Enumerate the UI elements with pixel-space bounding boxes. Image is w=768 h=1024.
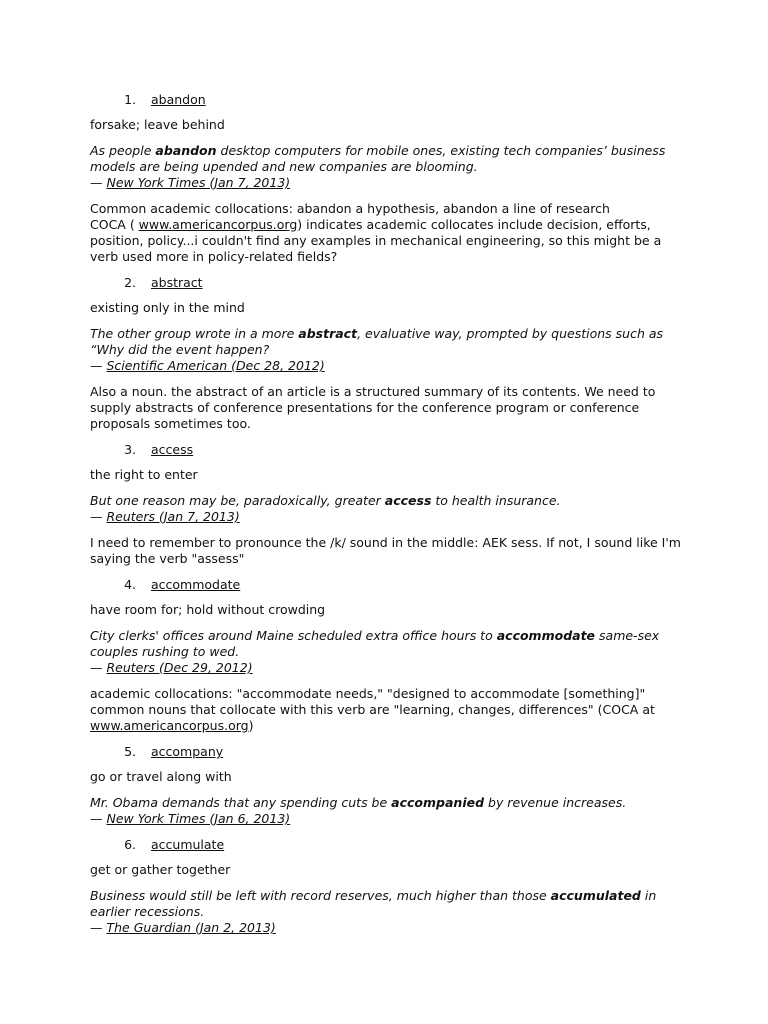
entry-definition: the right to enter (90, 467, 198, 482)
quote-source: — Scientific American (Dec 28, 2012) (90, 358, 325, 373)
vocab-entry (90, 744, 690, 827)
quote-source: — Reuters (Dec 29, 2012) (90, 660, 253, 675)
entry-definition: go or travel along with (90, 769, 232, 784)
vocab-entry (90, 442, 690, 567)
source-link[interactable]: Reuters (Dec 29, 2012) (106, 660, 253, 675)
entry-number: 4. (124, 577, 136, 592)
entry-note: Also a noun. the abstract of an article is a structured summary of its contents. We need to supply abstracts of conference presentations for the conference program or conference proposals sometimes too. (90, 384, 656, 431)
entry-number: 5. (124, 744, 136, 759)
entry-word-link[interactable]: accumulate (151, 837, 225, 852)
entry-heading (90, 92, 690, 108)
corpus-link[interactable]: www.americancorpus.org (138, 217, 298, 232)
entry-number: 1. (124, 92, 136, 107)
quote-source: — The Guardian (Jan 2, 2013) (90, 920, 276, 935)
entry-heading (90, 442, 690, 458)
entry-word-link[interactable]: access (151, 442, 194, 457)
entry-heading (90, 744, 690, 760)
vocab-entry (90, 275, 690, 432)
entry-note: academic collocations: "accommodate needs," "designed to accommodate [something]" common nouns that collocate with this verb are "learning, changes, differences" (COCA at www.americancorpus.org) (90, 686, 655, 733)
quote-source: — New York Times (Jan 7, 2013) (90, 175, 291, 190)
entry-heading (90, 837, 690, 853)
source-link[interactable]: Reuters (Jan 7, 2013) (106, 509, 240, 524)
entry-example-quote: City clerks' offices around Maine scheduled extra office hours to accommodate same-sex couples rushing to wed. — Reuters (Dec 29, 2012) (90, 628, 660, 675)
entry-example-quote: But one reason may be, paradoxically, greater access to health insurance. — Reuters (Jan 7, 2013) (90, 493, 561, 524)
entry-note: Common academic collocations: abandon a hypothesis, abandon a line of research COCA ( www.americancorpus.org) indicates academic collocates include decision, efforts, position, policy...i couldn't find any examples in mechanical engineering, so this might be a verb used more in policy-related fields? (90, 201, 662, 264)
entry-word-link[interactable]: accommodate (151, 577, 241, 592)
quote-source: — Reuters (Jan 7, 2013) (90, 509, 240, 524)
entry-example-quote: As people abandon desktop computers for mobile ones, existing tech companies’ business models are being upended and new companies are blooming. — New York Times (Jan 7, 2013) (90, 143, 666, 190)
entry-word-link[interactable]: abstract (151, 275, 203, 290)
document-body (90, 92, 690, 946)
highlighted-word: accommodate (496, 628, 596, 643)
entry-example-quote: Mr. Obama demands that any spending cuts be accompanied by revenue increases. — New York Times (Jan 6, 2013) (90, 795, 627, 826)
highlighted-word: abstract (298, 326, 358, 341)
corpus-link[interactable]: www.americancorpus.org (90, 718, 249, 733)
entry-definition: existing only in the mind (90, 300, 245, 315)
source-link[interactable]: New York Times (Jan 6, 2013) (106, 811, 291, 826)
source-link[interactable]: Scientific American (Dec 28, 2012) (106, 358, 325, 373)
quote-source: — New York Times (Jan 6, 2013) (90, 811, 291, 826)
entry-word-link[interactable]: abandon (151, 92, 206, 107)
highlighted-word: access (384, 493, 432, 508)
vocab-entry (90, 577, 690, 734)
entry-example-quote: The other group wrote in a more abstract, evaluative way, prompted by questions such as “Why did the event happen? — Scientific American (Dec 28, 2012) (90, 326, 664, 373)
entry-number: 3. (124, 442, 136, 457)
entry-number: 2. (124, 275, 136, 290)
highlighted-word: abandon (155, 143, 217, 158)
highlighted-word: accompanied (391, 795, 485, 810)
source-link[interactable]: New York Times (Jan 7, 2013) (106, 175, 291, 190)
entry-definition: have room for; hold without crowding (90, 602, 326, 617)
source-link[interactable]: The Guardian (Jan 2, 2013) (106, 920, 276, 935)
entry-word-link[interactable]: accompany (151, 744, 224, 759)
vocab-entry (90, 837, 690, 936)
entry-example-quote: Business would still be left with record reserves, much higher than those accumulated in earlier recessions. — The Guardian (Jan 2, 2013) (90, 888, 657, 935)
entry-definition: get or gather together (90, 862, 231, 877)
entry-definition: forsake; leave behind (90, 117, 225, 132)
entry-heading (90, 275, 690, 291)
entry-note: I need to remember to pronounce the /k/ sound in the middle: AEK sess. If not, I sound like I'm saying the verb "assess" (90, 535, 681, 566)
vocab-entry (90, 92, 690, 265)
highlighted-word: accumulated (550, 888, 641, 903)
entry-heading (90, 577, 690, 593)
entry-number: 6. (124, 837, 136, 852)
